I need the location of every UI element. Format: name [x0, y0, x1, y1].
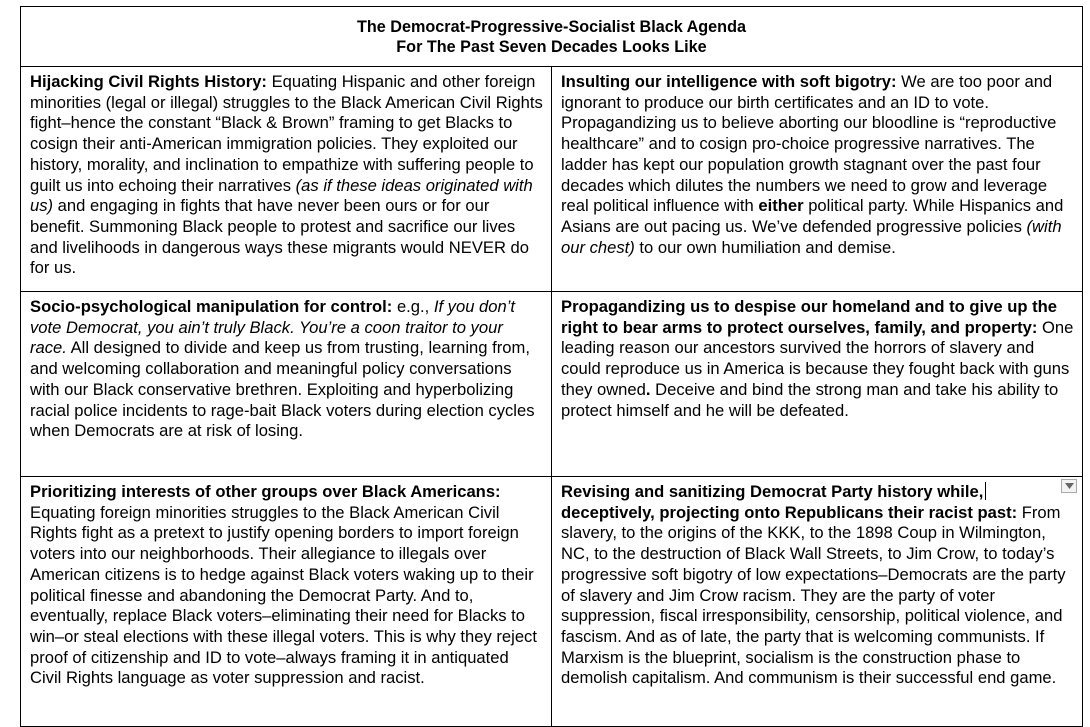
italic-run: (with our chest): [561, 216, 1062, 257]
cell-socio-psychological-manipulation[interactable]: [21, 292, 552, 477]
text-run: political party. While Hispanics and Asians are out pacing us. We’ve defended progressive policies: [561, 196, 1064, 236]
text-run: All designed to divide and keep us from trusting, learning from, and welcoming collaboration and meaningful policy conversations with our Black conservative brethren. Exploiting and hyperbolizing racial police incidents to rage-bait Black voters during election cycles when Democrats are at risk of losing.: [30, 338, 535, 441]
cell-menu-dropdown-button[interactable]: [1061, 479, 1077, 493]
bold-run: Prioritizing interests of other groups over Black Americans:: [30, 482, 501, 501]
text-cursor: [985, 482, 986, 500]
cell-prioritizing-other-groups[interactable]: [21, 477, 552, 727]
bold-run: Insulting our intelligence with soft bigotry:: [561, 72, 897, 91]
text-run: Equating Hispanic and other foreign minorities (legal or illegal) struggles to the Black American Civil Rights fight–hence the constant “Black & Brown” framing to get Blacks to cosign their anti-American immigration policies. They exploited our history, morality, and inclination to empathize with suffering people to guilt us into echoing their narratives: [30, 72, 543, 195]
bold-run: Socio-psychological manipulation for control:: [30, 297, 393, 316]
bold-run: either: [758, 196, 804, 216]
text-run: Deceive and bind the strong man and take his ability to protect himself and he will be defeated.: [561, 379, 1059, 420]
cell-hijacking-civil-rights[interactable]: [21, 67, 552, 292]
italic-run: (as if these ideas originated with us): [30, 175, 533, 216]
title-line-2: For The Past Seven Decades Looks Like: [396, 38, 707, 56]
title-line-1: The Democrat-Progressive-Socialist Black Agenda: [357, 18, 746, 36]
cell-revising-party-history[interactable]: [552, 477, 1083, 727]
text-run: From slavery, to the origins of the KKK, to the 1898 Coup in Wilmington, NC, to the destruction of Black Wall Streets, to Jim Crow, to today’s progressive soft bigotry of low expectations–Democrats are the party of slavery and Jim Crow racism. They are the party of voter suppression, fiscal irresponsibility, censorship, political violence, and fascism. And as of late, the party that is welcoming communists. If Marxism is the blueprint, socialism is the construction phase to demolish capitalism. And communism is their successful end game.: [561, 502, 1066, 688]
bold-run: Revising and sanitizing Democrat Party history while,: [561, 482, 984, 501]
bold-run: deceptively, projecting onto Republicans their racist past:: [561, 502, 1018, 522]
bold-run: .: [645, 379, 651, 399]
italic-run: If you don’t vote Democrat, you ain’t truly Black. You’re a coon traitor to your race.: [30, 297, 516, 358]
table-title: [21, 7, 1082, 57]
text-run: We are too poor and ignorant to produce our birth certificates and an ID to vote. Propagandizing us to believe aborting our bloodline is “reproductive healthcare” and to cosign pro-choice progressive narratives. The ladder has kept our population growth stagnant over the past four decades which dilutes the numbers we need to grow and leverage real political influence with: [561, 72, 1057, 216]
bold-run: Propagandizing us to despise our homeland and to give up the right to bear arms to protect ourselves, family, and property:: [561, 297, 1058, 337]
table-title-cell[interactable]: [21, 7, 1083, 67]
text-run: e.g.,: [392, 297, 434, 316]
bold-run: Hijacking Civil Rights History:: [30, 72, 267, 91]
text-run: to our own humiliation and demise.: [634, 237, 896, 257]
cell-despise-homeland[interactable]: [552, 292, 1083, 477]
chevron-down-icon: [1065, 483, 1074, 489]
text-run: One leading reason our ancestors survived the horrors of slavery and could reproduce us in America is because they fought back with guns they owned: [561, 317, 1074, 399]
cell-insulting-intelligence[interactable]: [552, 67, 1083, 292]
text-run: and engaging in fights that have never been ours or for our benefit. Summoning Black people to protest and sacrifice our lives and livelihoods in dangerous ways these migrants would NEVER do for us.: [30, 196, 530, 278]
text-run: Equating foreign minorities struggles to the Black American Civil Rights fight as a pretext to justify opening borders to import foreign voters into our neighborhoods. Their allegiance to illegals over American citizens is to hedge against Black voters waking up to their political finesse and abandoning the Democrat Party. And to, eventually, replace Black voters–eliminating their need for Blacks to win–or steal elections with these illegal voters. This is why they reject proof of citizenship and ID to vote–always framing it in antiquated Civil Rights language as voter suppression and racist.: [30, 502, 537, 688]
agenda-table: [20, 6, 1083, 727]
